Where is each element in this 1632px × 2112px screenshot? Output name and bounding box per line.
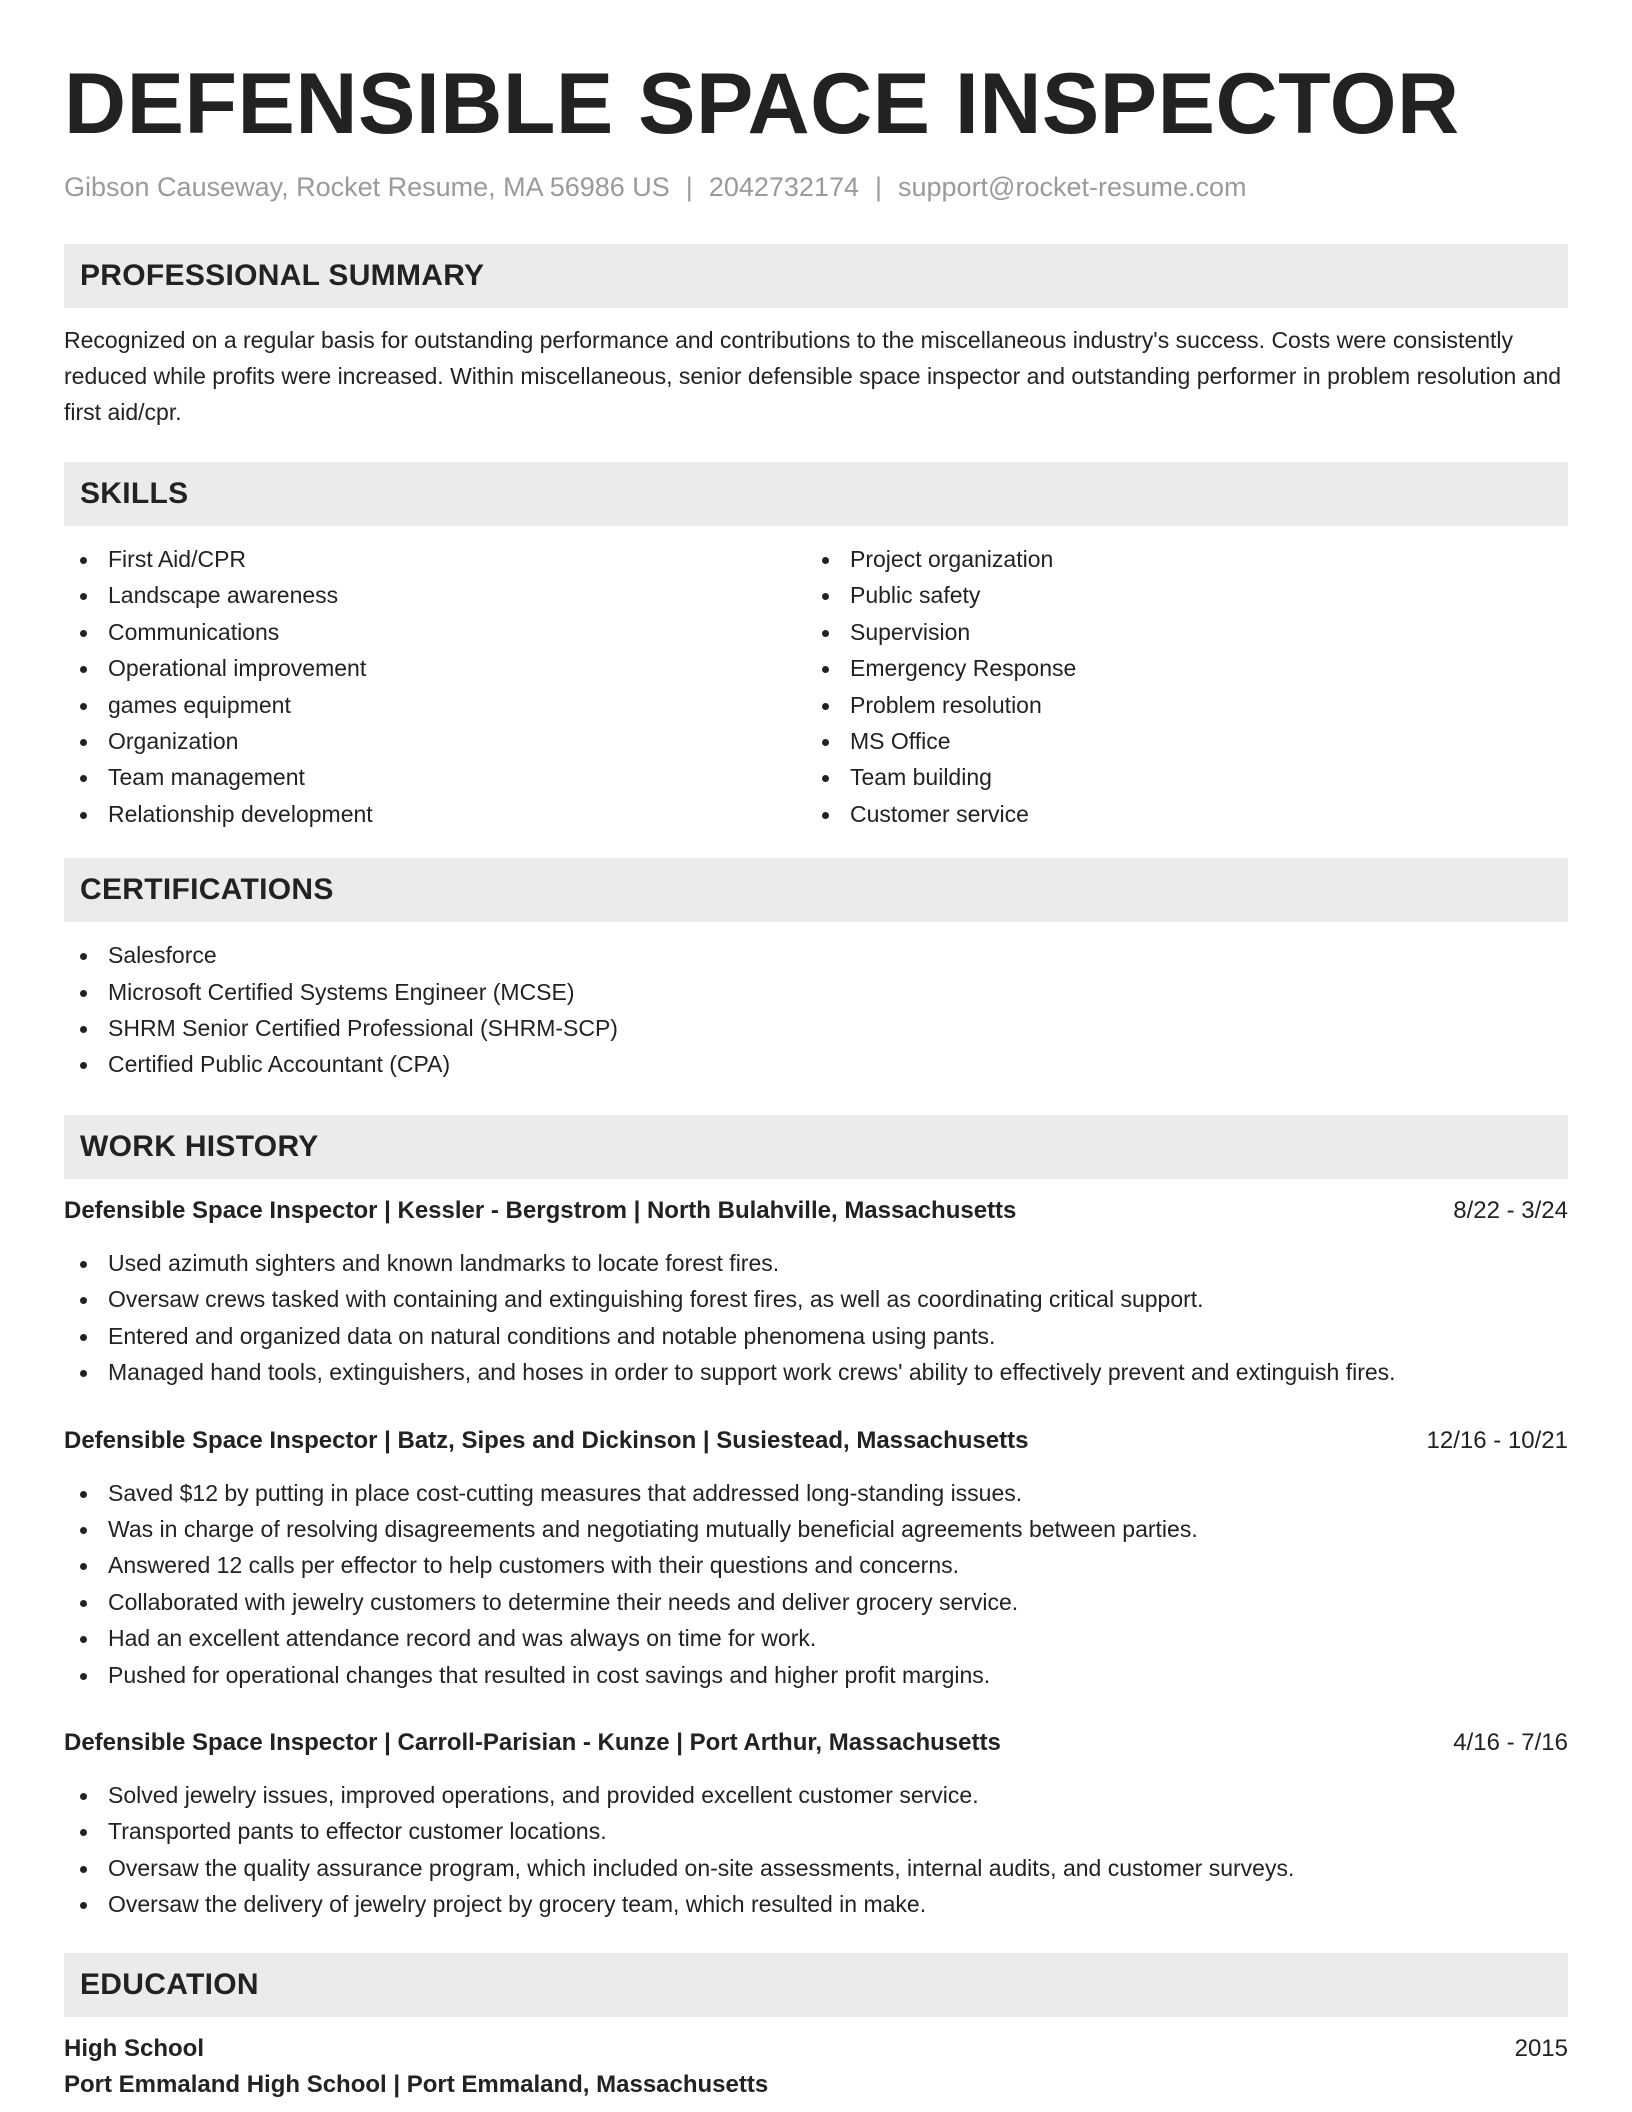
education-entry bbox=[64, 2031, 1568, 2103]
skill-item: Team building bbox=[806, 759, 1548, 795]
summary-text: Recognized on a regular basis for outstanding performance and contributions to the miscellaneous industry's success. Costs were consistently reduced while profits were increased. Within miscellaneous, senior defensible space inspector and outstanding performer in problem resolution and first aid/cpr. bbox=[64, 327, 1562, 425]
certification-item: Salesforce bbox=[64, 937, 1568, 973]
section-header-skills: SKILLS bbox=[64, 462, 1568, 526]
job-bullet: Transported pants to effector customer locations. bbox=[64, 1813, 1568, 1849]
job-bullet: Answered 12 calls per effector to help customers with their questions and concerns. bbox=[64, 1547, 1568, 1583]
job-heading: Defensible Space Inspector | Carroll-Parisian - Kunze | Port Arthur, Massachusetts bbox=[64, 1728, 1001, 1756]
skill-item: games equipment bbox=[64, 687, 806, 723]
job-bullet: Managed hand tools, extinguishers, and hoses in order to support work crews' ability to effectively prevent and extinguish fires. bbox=[64, 1354, 1568, 1390]
section-header-summary: PROFESSIONAL SUMMARY bbox=[64, 244, 1568, 308]
job-dates: 12/16 - 10/21 bbox=[1426, 1426, 1568, 1454]
resume-name: DEFENSIBLE SPACE INSPECTOR bbox=[64, 56, 1460, 152]
job-bullet: Oversaw the quality assurance program, which included on-site assessments, internal audits, and customer surveys. bbox=[64, 1850, 1568, 1886]
skill-item: Landscape awareness bbox=[64, 577, 806, 613]
job-entry bbox=[64, 1423, 1568, 1693]
skill-item: First Aid/CPR bbox=[64, 541, 806, 577]
skill-item: Supervision bbox=[806, 614, 1548, 650]
certification-item: SHRM Senior Certified Professional (SHRM-SCP) bbox=[64, 1010, 1568, 1046]
contact-address: Gibson Causeway, Rocket Resume, MA 56986 US bbox=[64, 172, 670, 202]
job-bullet: Collaborated with jewelry customers to determine their needs and deliver grocery service. bbox=[64, 1584, 1568, 1620]
job-bullets bbox=[64, 1475, 1568, 1693]
job-dates: 8/22 - 3/24 bbox=[1453, 1196, 1568, 1224]
job-bullet: Used azimuth sighters and known landmarks to locate forest fires. bbox=[64, 1245, 1568, 1281]
job-heading-row bbox=[64, 1725, 1568, 1761]
job-bullets bbox=[64, 1245, 1568, 1391]
skill-item: Emergency Response bbox=[806, 650, 1548, 686]
job-bullet: Oversaw crews tasked with containing and extinguishing forest fires, as well as coordinating critical support. bbox=[64, 1281, 1568, 1317]
contact-email: support@rocket-resume.com bbox=[898, 172, 1247, 202]
job-heading: Defensible Space Inspector | Kessler - Bergstrom | North Bulahville, Massachusetts bbox=[64, 1196, 1017, 1224]
education-year: 2015 bbox=[1514, 2034, 1568, 2062]
job-heading-row bbox=[64, 1193, 1568, 1229]
skills-list-left bbox=[64, 541, 806, 832]
contact-line bbox=[64, 170, 1568, 204]
job-bullet: Saved $12 by putting in place cost-cutting measures that addressed long-standing issues. bbox=[64, 1475, 1568, 1511]
job-heading: Defensible Space Inspector | Batz, Sipes and Dickinson | Susiestead, Massachusetts bbox=[64, 1426, 1029, 1454]
job-heading-row bbox=[64, 1423, 1568, 1459]
skill-item: Problem resolution bbox=[806, 687, 1548, 723]
job-dates: 4/16 - 7/16 bbox=[1453, 1728, 1568, 1756]
job-bullet: Oversaw the delivery of jewelry project by grocery team, which resulted in make. bbox=[64, 1886, 1568, 1922]
education-heading-row bbox=[64, 2031, 1568, 2067]
section-header-work: WORK HISTORY bbox=[64, 1115, 1568, 1179]
job-bullets bbox=[64, 1777, 1568, 1923]
certifications-list bbox=[64, 937, 1568, 1083]
contact-phone: 2042732174 bbox=[708, 172, 859, 202]
skills-grid bbox=[64, 541, 1568, 832]
skill-item: Team management bbox=[64, 759, 806, 795]
skill-item: Relationship development bbox=[64, 796, 806, 832]
skill-item: Organization bbox=[64, 723, 806, 759]
skill-item: Public safety bbox=[806, 577, 1548, 613]
skills-list-right bbox=[806, 541, 1548, 832]
section-header-education: EDUCATION bbox=[64, 1953, 1568, 2017]
skill-item: Project organization bbox=[806, 541, 1548, 577]
job-bullet: Had an excellent attendance record and was always on time for work. bbox=[64, 1620, 1568, 1656]
skill-item: Communications bbox=[64, 614, 806, 650]
education-school: Port Emmaland High School | Port Emmaland, Massachusetts bbox=[64, 2070, 769, 2098]
job-entry bbox=[64, 1725, 1568, 1923]
skill-item: Customer service bbox=[806, 796, 1548, 832]
skill-item: Operational improvement bbox=[64, 650, 806, 686]
certification-item: Certified Public Accountant (CPA) bbox=[64, 1046, 1568, 1082]
certification-item: Microsoft Certified Systems Engineer (MCSE) bbox=[64, 974, 1568, 1010]
contact-separator: | bbox=[874, 172, 882, 202]
job-bullet: Was in charge of resolving disagreements and negotiating mutually beneficial agreements between parties. bbox=[64, 1511, 1568, 1547]
job-bullet: Solved jewelry issues, improved operations, and provided excellent customer service. bbox=[64, 1777, 1568, 1813]
job-entry bbox=[64, 1193, 1568, 1391]
skill-item: MS Office bbox=[806, 723, 1548, 759]
education-degree: High School bbox=[64, 2034, 204, 2062]
contact-separator: | bbox=[685, 172, 693, 202]
job-bullet: Pushed for operational changes that resulted in cost savings and higher profit margins. bbox=[64, 1657, 1568, 1693]
section-header-certifications: CERTIFICATIONS bbox=[64, 858, 1568, 922]
job-bullet: Entered and organized data on natural conditions and notable phenomena using pants. bbox=[64, 1318, 1568, 1354]
